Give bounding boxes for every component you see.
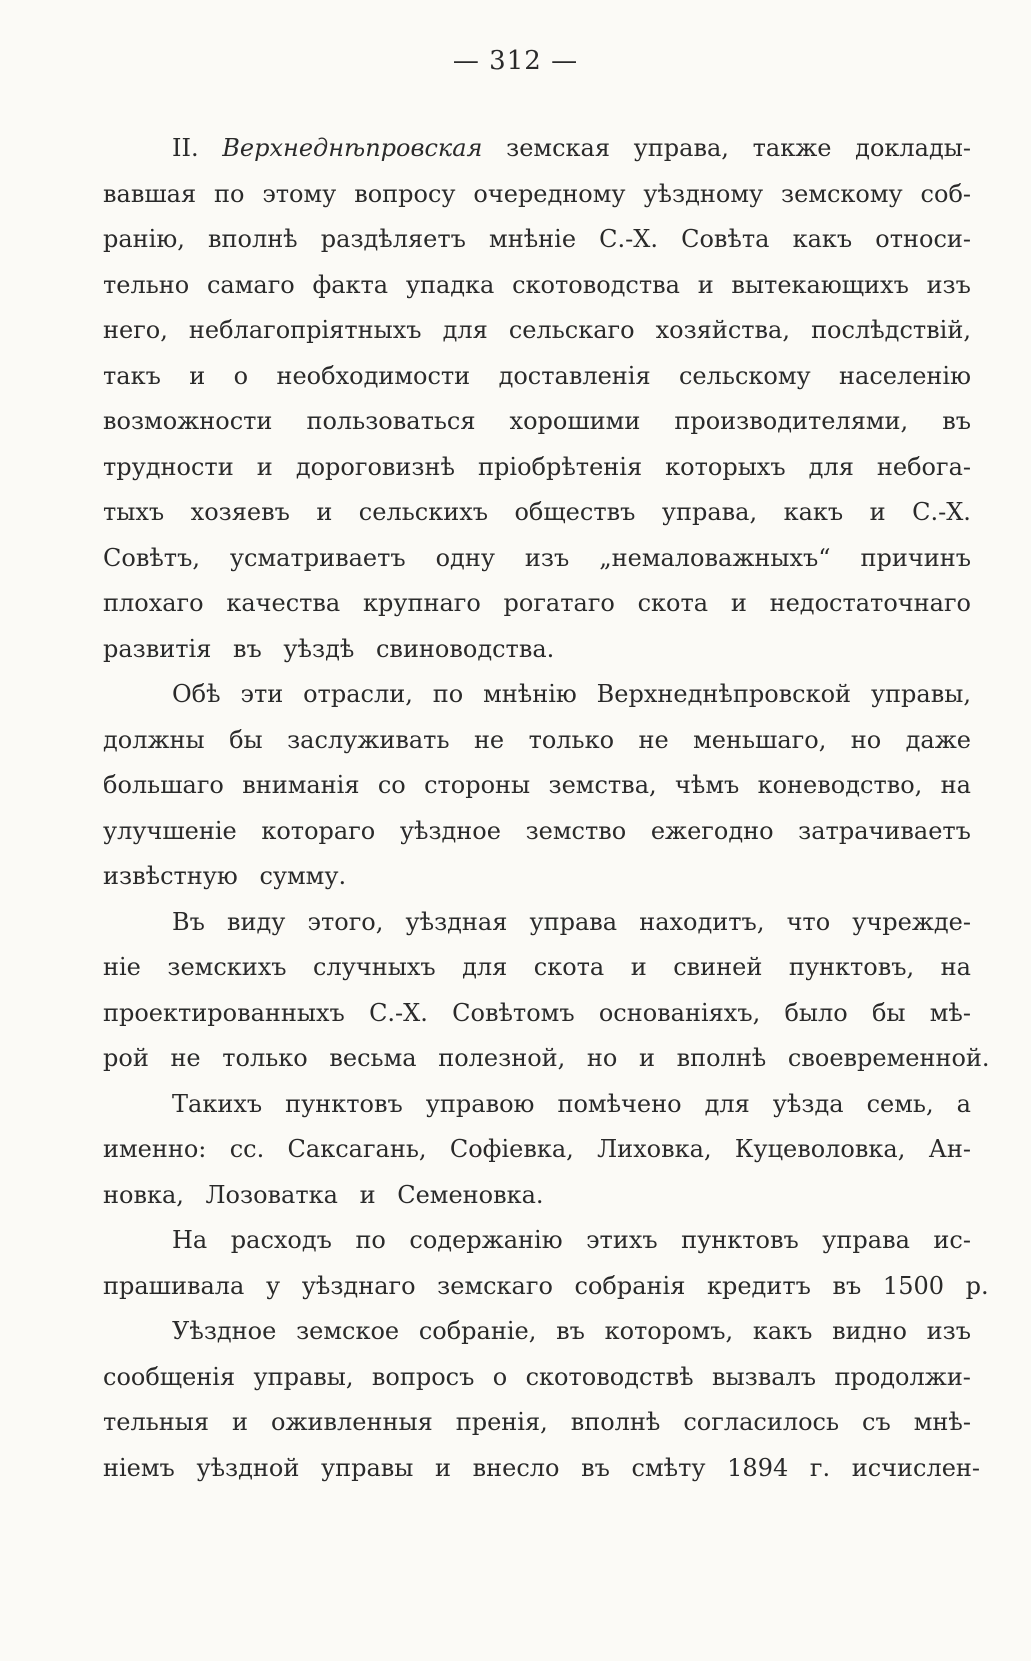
text-line: На расходъ по содержанію этихъ пунктовъ управа ис- bbox=[172, 1226, 971, 1254]
text-line: новка, Лозоватка и Семеновка. bbox=[103, 1180, 544, 1209]
paragraph bbox=[103, 126, 971, 672]
text-line: трудности и дороговизнѣ пріобрѣтенія которыхъ для небога- bbox=[103, 452, 971, 481]
text-line: Совѣтъ, усматриваетъ одну изъ „немаловажныхъ“ причинъ bbox=[103, 543, 971, 572]
text-line: плохаго качества крупнаго рогатаго скота и недостаточнаго bbox=[103, 589, 971, 617]
text-line: такъ и о необходимости доставленія сельскому населенію bbox=[103, 361, 971, 390]
text-line: именно: сс. Саксагань, Софіевка, Лиховка, Куцеволовка, Ан- bbox=[103, 1135, 971, 1163]
text-line: развитія въ уѣздѣ свиноводства. bbox=[103, 634, 555, 663]
text-line: прашивала у уѣзднаго земскаго собранія кредитъ въ 1500 р. bbox=[103, 1271, 989, 1300]
text-line: Такихъ пунктовъ управою помѣчено для уѣзда семь, а bbox=[172, 1089, 971, 1118]
text-line: рой не только весьма полезной, но и вполнѣ своевременной. bbox=[103, 1044, 990, 1072]
paragraph bbox=[103, 1082, 971, 1219]
text-line: тыхъ хозяевъ и сельскихъ обществъ управа, какъ и С.-Х. bbox=[103, 498, 971, 526]
text-line: должны бы заслуживать не только не меньшаго, но даже bbox=[103, 725, 971, 754]
text-line: ніемъ уѣздной управы и внесло въ смѣту 1894 г. исчислен- bbox=[103, 1453, 981, 1482]
paragraph bbox=[103, 1218, 989, 1309]
text-line: проектированныхъ С.-Х. Совѣтомъ основаніяхъ, было бы мѣ- bbox=[103, 998, 971, 1027]
text-line: Въ виду этого, уѣздная управа находитъ, что учрежде- bbox=[172, 907, 971, 936]
text-line: сообщенія управы, вопросъ о скотоводствѣ вызвалъ продолжи- bbox=[103, 1362, 971, 1391]
text-line: II. Верхнеднѣпровская земская управа, также доклады- bbox=[172, 134, 971, 162]
text-line: Уѣздное земское собраніе, въ которомъ, какъ видно изъ bbox=[172, 1317, 971, 1345]
page-number: — 312 — bbox=[452, 46, 579, 76]
body-text bbox=[103, 126, 990, 1491]
text-line: ніе земскихъ случныхъ для скота и свиней пунктовъ, на bbox=[103, 953, 971, 981]
text-line: тельно самаго факта упадка скотоводства и вытекающихъ изъ bbox=[103, 270, 971, 299]
paragraph bbox=[103, 900, 990, 1082]
text-line: Обѣ эти отрасли, по мнѣнію Верхнеднѣпровской управы, bbox=[172, 680, 971, 708]
paragraph bbox=[103, 672, 971, 900]
text-line: вавшая по этому вопросу очередному уѣздному земскому соб- bbox=[103, 179, 971, 208]
text-line: возможности пользоваться хорошими производителями, въ bbox=[103, 407, 971, 435]
text-line: него, неблагопріятныхъ для сельскаго хозяйства, послѣдствій, bbox=[103, 316, 971, 344]
text-line: извѣстную сумму. bbox=[103, 862, 347, 890]
text-line: улучшеніе котораго уѣздное земство ежегодно затрачиваетъ bbox=[103, 816, 971, 845]
text-line: ранію, вполнѣ раздѣляетъ мнѣніе С.-Х. Совѣта какъ относи- bbox=[103, 225, 971, 253]
paragraph bbox=[103, 1309, 981, 1491]
text-line: тельныя и оживленныя пренія, вполнѣ согласилось съ мнѣ- bbox=[103, 1408, 971, 1436]
text-line: большаго вниманія со стороны земства, чѣмъ коневодство, на bbox=[103, 771, 971, 799]
